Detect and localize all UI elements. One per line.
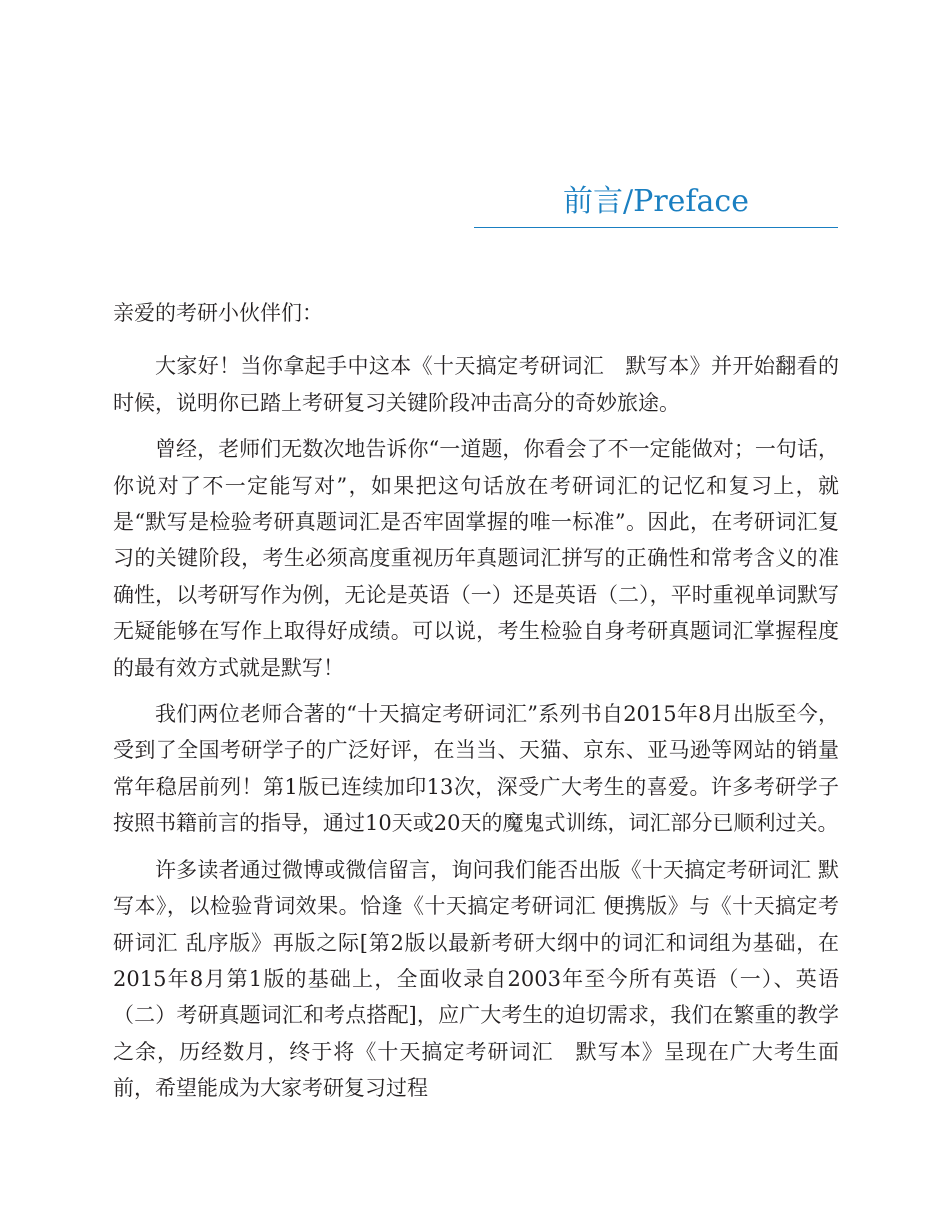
page-title: 前言/Preface: [563, 184, 749, 219]
title-underline: [474, 227, 838, 228]
greeting: 亲爱的考研小伙伴们：: [113, 301, 323, 325]
paragraph-2: 曾经，老师们无数次地告诉你“一道题，你看会了不一定能做对；一句话，你说对了不一定能写对”，如果把这句话放在考研词汇的记忆和复习上，就是“默写是检验考研真题词汇是否牢固掌握的唯一标准”。因此，在考研词汇复习的关键阶段，考生必须高度重视历年真题词汇拼写的正确性和常考含义的准确性，以考研写作为例，无论是英语（一）还是英语（二），平时重视单词默写无疑能够在写作上取得好成绩。可以说，考生检验自身考研真题词汇掌握程度的最有效方式就是默写！: [113, 437, 839, 680]
paragraph-3: 我们两位老师合著的“十天搞定考研词汇”系列书自2015年8月出版至今，受到了全国考研学子的广泛好评，在当当、天猫、京东、亚马逊等网站的销量常年稳居前列！第1版已连续加印13次，深受广大考生的喜爱。许多考研学子按照书籍前言的指导，通过10天或20天的魔鬼式训练，词汇部分已顺利过关。: [113, 702, 839, 836]
paragraph-4: 许多读者通过微博或微信留言，询问我们能否出版《十天搞定考研词汇 默写本》，以检验背词效果。恰逢《十天搞定考研词汇 便携版》与《十天搞定考研词汇 乱序版》再版之际[第2版以最新考研大纲中的词汇和词组为基础，在2015年8月第1版的基础上，全面收录自2003年至今所有英语（一）、英语（二）考研真题词汇和考点搭配]，应广大考生的迫切需求，我们在繁重的教学之余，历经数月，终于将《十天搞定考研词汇 默写本》呈现在广大考生面前，希望能成为大家考研复习过程: [113, 857, 839, 1101]
paragraph-1: 大家好！当你拿起手中这本《十天搞定考研词汇 默写本》并开始翻看的时候，说明你已踏上考研复习关键阶段冲击高分的奇妙旅途。: [113, 354, 839, 415]
preface-body: [113, 295, 839, 1117]
